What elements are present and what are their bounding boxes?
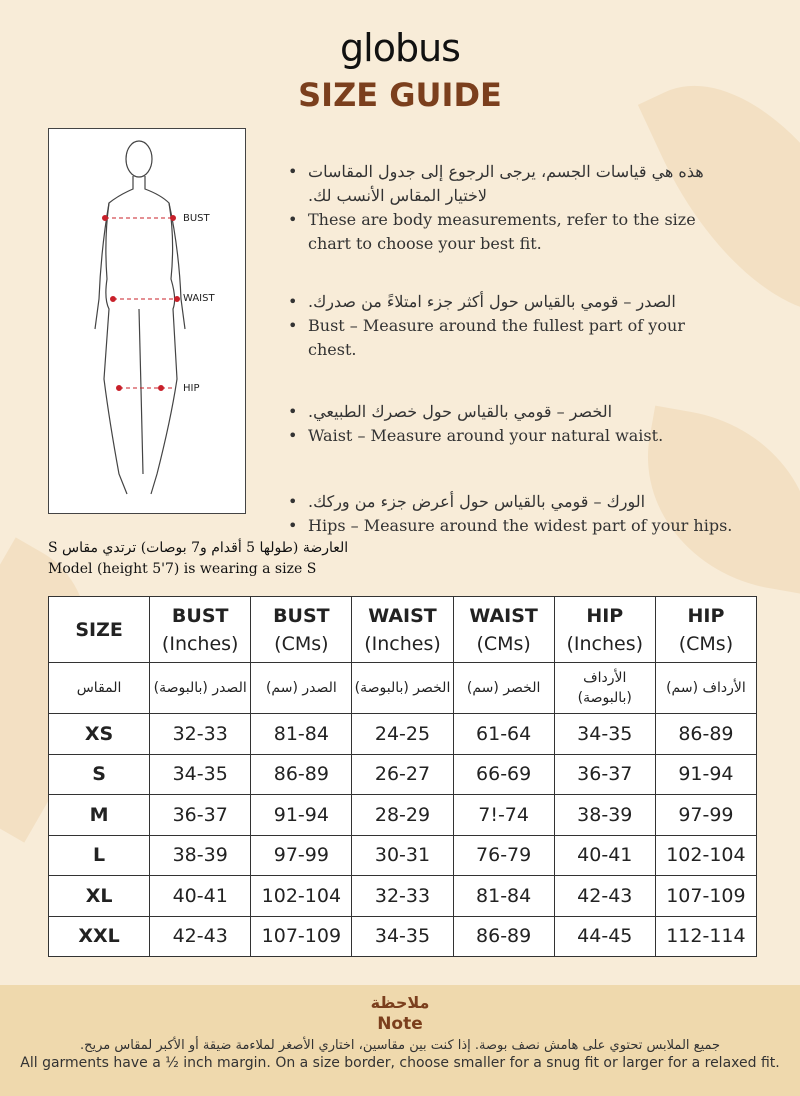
measurement-cell: 34-35 [352,916,453,957]
instruction-group [288,490,738,538]
measurement-cell: 32-33 [352,876,453,917]
header-label: BUST [273,604,330,627]
instruction-english: • These are body measurements, refer to the size chart to choose your best fit. [288,208,738,256]
measurement-cell: 7!-74 [453,795,554,836]
measurement-cell: 107-109 [251,916,352,957]
header-unit: (CMs) [274,632,329,655]
column-header-arabic: الأرداف (بالبوصة) [554,663,655,714]
measurement-cell: 30-31 [352,835,453,876]
arabic-header-row [49,663,757,714]
header-unit: (Inches) [161,632,239,655]
size-cell: XS [49,714,150,755]
measurement-cell: 34-35 [150,754,251,795]
waist-label: WAIST [183,293,215,304]
instruction-group [288,400,738,448]
column-header-arabic: الصدر (بالبوصة) [150,663,251,714]
instruction-english: • Waist – Measure around your natural waist. [288,424,738,448]
column-header-arabic: الأرداف (سم) [655,663,756,714]
size-cell: L [49,835,150,876]
instruction-arabic: • الورك – قومي بالقياس حول أعرض جزء من وركك. [288,490,738,514]
table-row [49,835,757,876]
header-unit: (Inches) [566,632,644,655]
column-header [352,597,453,663]
column-header-arabic: المقاس [49,663,150,714]
instruction-arabic: • الصدر – قومي بالقياس حول أكثر جزء امتلاءً من صدرك. [288,290,738,314]
measurement-cell: 38-39 [554,795,655,836]
measurement-cell: 44-45 [554,916,655,957]
measurement-cell: 81-84 [251,714,352,755]
note-title-arabic: ملاحظة [370,993,430,1012]
column-header [453,597,554,663]
measurement-cell: 81-84 [453,876,554,917]
measurement-cell: 107-109 [655,876,756,917]
measurement-cell: 86-89 [251,754,352,795]
measurement-cell: 112-114 [655,916,756,957]
size-cell: XL [49,876,150,917]
size-cell: S [49,754,150,795]
table-row [49,795,757,836]
note-title: Note [377,1014,423,1034]
measurement-cell: 91-94 [251,795,352,836]
column-header-arabic: الخصر (بالبوصة) [352,663,453,714]
size-cell: M [49,795,150,836]
column-header [49,597,150,663]
measurement-cell: 42-43 [554,876,655,917]
header-label: WAIST [469,604,538,627]
measurement-instructions [288,160,738,572]
note-text: All garments have a ½ inch margin. On a size border, choose smaller for a snug fit or larger for a relaxed fit. [20,1055,780,1071]
measurement-cell: 97-99 [655,795,756,836]
measurement-cell: 102-104 [251,876,352,917]
table-row [49,714,757,755]
measurement-cell: 32-33 [150,714,251,755]
instruction-arabic: • الخصر – قومي بالقياس حول خصرك الطبيعي. [288,400,738,424]
bust-label: BUST [183,213,210,224]
column-header-arabic: الصدر (سم) [251,663,352,714]
measurement-cell: 86-89 [655,714,756,755]
header-unit: (Inches) [364,632,441,655]
measurement-cell: 28-29 [352,795,453,836]
table-row [49,916,757,957]
measurement-cell: 102-104 [655,835,756,876]
measurement-cell: 36-37 [150,795,251,836]
note-section [0,985,800,1096]
brand-logo: globus [340,26,460,70]
measurement-cell: 66-69 [453,754,554,795]
measurement-cell: 42-43 [150,916,251,957]
column-header [554,597,655,663]
header-label: WAIST [368,604,437,627]
instruction-group [288,160,738,256]
size-chart-table [48,596,757,957]
header-unit: (CMs) [678,632,734,655]
header-label: SIZE [75,618,123,641]
measurement-cell: 97-99 [251,835,352,876]
hip-label: HIP [183,383,200,394]
measurement-cell: 26-27 [352,754,453,795]
measurement-cell: 91-94 [655,754,756,795]
table-row [49,754,757,795]
measurement-cell: 38-39 [150,835,251,876]
body-figure-illustration [48,128,246,514]
instruction-group [288,290,738,362]
model-info-english: Model (height 5'7) is wearing a size S [48,561,317,577]
instruction-english: • Hips – Measure around the widest part of your hips. [288,514,738,538]
measurement-cell: 34-35 [554,714,655,755]
header-label: HIP [586,604,624,627]
column-header [251,597,352,663]
note-text-arabic: جميع الملابس تحتوي على هامش نصف بوصة. إذا كنت بين مقاسين، اختاري الأصغر لملاءمة ضيقة أو الأكبر لمقاس مريح. [79,1038,721,1053]
measurement-cell: 61-64 [453,714,554,755]
measurement-cell: 40-41 [150,876,251,917]
measurement-cell: 40-41 [554,835,655,876]
header-label: HIP [687,604,725,627]
measurement-cell: 24-25 [352,714,453,755]
column-header [150,597,251,663]
header-row [49,597,757,663]
model-info-arabic: العارضة (طولها 5 أقدام و7 بوصات) ترتدي مقاس S [48,540,349,556]
size-cell: XXL [49,916,150,957]
column-header [655,597,756,663]
instruction-english: • Bust – Measure around the fullest part of your chest. [288,314,738,362]
header-unit: (CMs) [476,632,531,655]
table-row [49,876,757,917]
header-label: BUST [171,604,229,627]
model-info [48,538,348,580]
measurement-cell: 36-37 [554,754,655,795]
page-title: SIZE GUIDE [298,76,502,114]
column-header-arabic: الخصر (سم) [453,663,554,714]
instruction-arabic: • هذه هي قياسات الجسم، يرجى الرجوع إلى جدول المقاسات لاختيار المقاس الأنسب لك. [288,160,738,208]
measurement-cell: 76-79 [453,835,554,876]
measurement-cell: 86-89 [453,916,554,957]
